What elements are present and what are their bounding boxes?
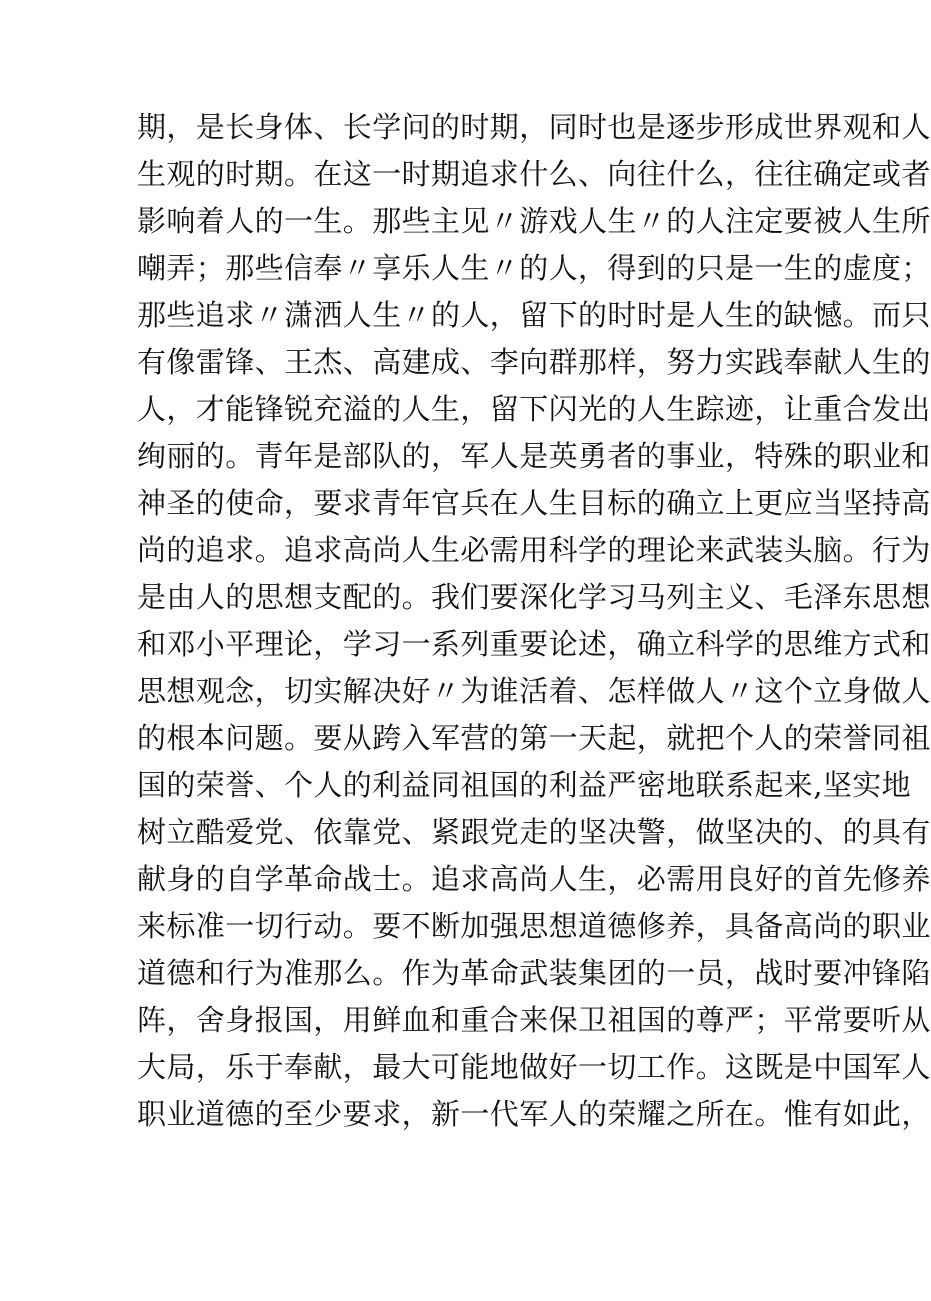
text-line: 影响着人的一生。那些主见〃游戏人生〃的人注定要被人生所 [137,204,931,238]
text-line: 树立酷爱党、依靠党、紧跟党走的坚决警，做坚决的、的具有 [137,815,931,849]
text-line: 道德和行为准那么。作为革命武装集团的一员，战时要冲锋陷 [137,956,931,990]
text-line: 阵，舍身报国，用鲜血和重合来保卫祖国的尊严；平常要听从 [137,1003,931,1037]
text-line: 绚丽的。青年是部队的，军人是英勇者的事业，特殊的职业和 [137,439,931,473]
text-line: 大局，乐于奉献，最大可能地做好一切工作。这既是中国军人 [137,1050,931,1084]
text-line: 人，才能锋锐充溢的人生，留下闪光的人生踪迹，让重合发出 [137,392,931,426]
text-line: 尚的追求。追求高尚人生必需用科学的理论来武装头脑。行为 [137,533,931,567]
text-line: 和邓小平理论，学习一系列重要论述，确立科学的思维方式和 [137,627,931,661]
text-line: 神圣的使命，要求青年官兵在人生目标的确立上更应当坚持高 [137,486,931,520]
text-line: 嘲弄；那些信奉〃享乐人生〃的人，得到的只是一生的虚度； [137,251,931,285]
text-line: 思想观念，切实解决好〃为谁活着、怎样做人〃这个立身做人 [137,674,931,708]
text-line: 献身的自学革命战士。追求高尚人生，必需用良好的首先修养 [137,862,931,896]
text-line: 职业道德的至少要求，新一代军人的荣耀之所在。惟有如此， [137,1097,931,1131]
text-line: 是由人的思想支配的。我们要深化学习马列主义、毛泽东思想 [137,580,931,614]
text-line: 的根本问题。要从跨入军营的第一天起，就把个人的荣誉同祖 [137,721,931,755]
text-line: 来标准一切行动。要不断加强思想道德修养，具备高尚的职业 [137,909,931,943]
text-line: 国的荣誉、个人的利益同祖国的利益严密地联系起来,坚实地 [137,768,912,802]
body-text [137,104,931,1138]
text-line: 有像雷锋、王杰、高建成、李向群那样，努力实践奉献人生的 [137,345,931,379]
text-line: 那些追求〃潇洒人生〃的人，留下的时时是人生的缺憾。而只 [137,298,931,332]
text-line: 生观的时期。在这一时期追求什么、向往什么，往往确定或者 [137,157,931,191]
text-line: 期，是长身体、长学问的时期，同时也是逐步形成世界观和人 [137,110,931,144]
